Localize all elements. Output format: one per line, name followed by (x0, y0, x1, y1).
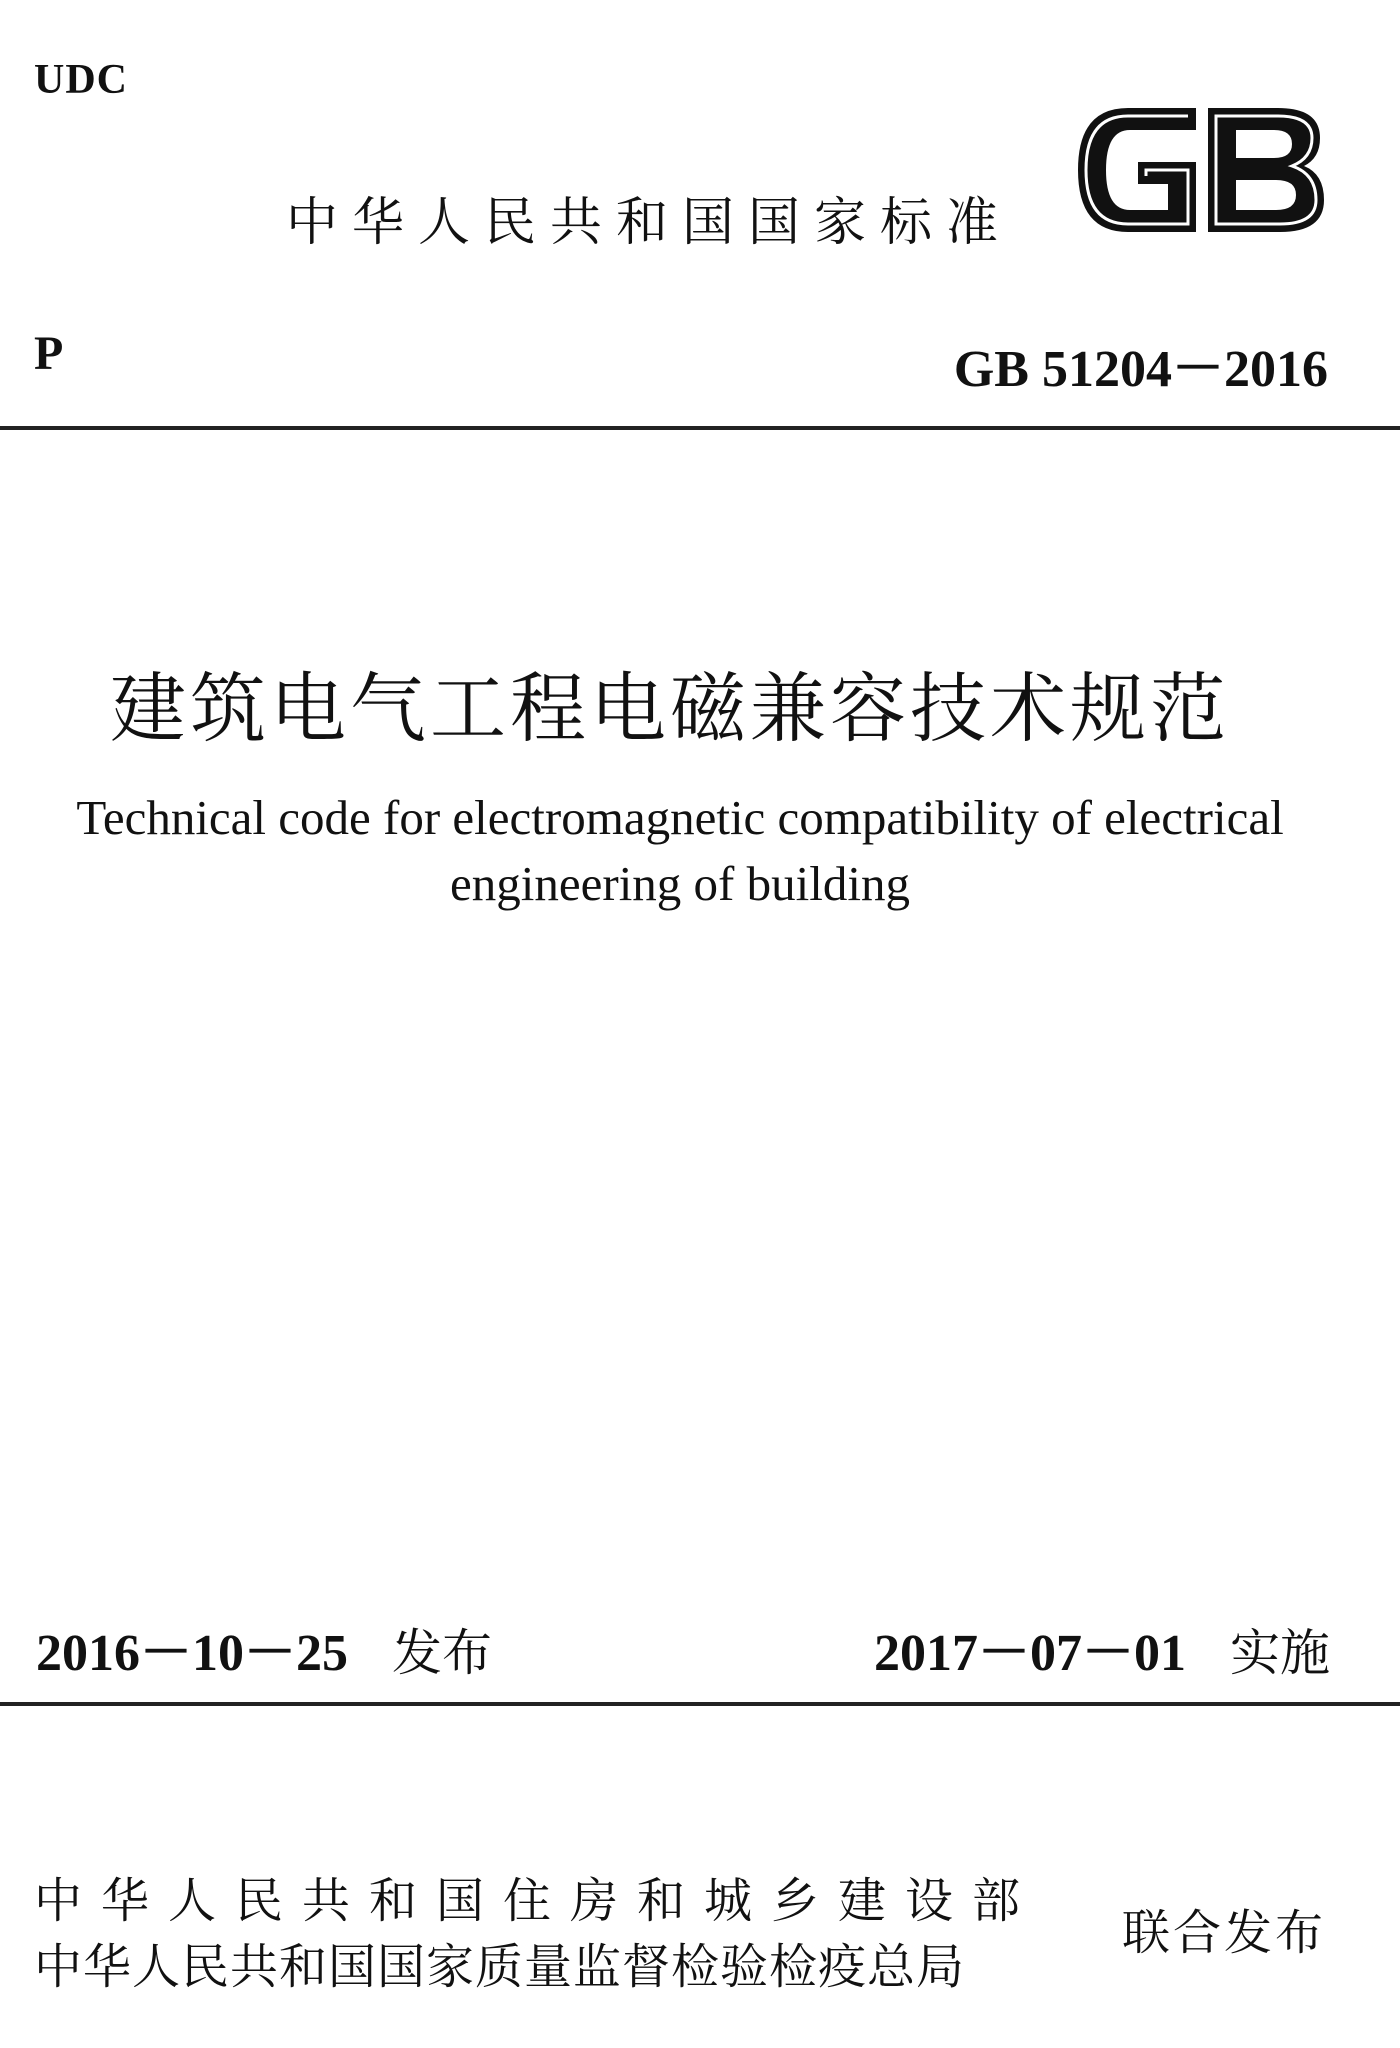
footer-divider (0, 1702, 1400, 1706)
joint-issue-label: 联合发布 (1122, 1905, 1327, 1961)
issuer-aqsiq: 中华人民共和国国家质量监督检验检疫总局 (34, 1939, 966, 1995)
udc-label: UDC (34, 57, 128, 103)
gb-logo (1068, 100, 1330, 240)
standard-type: 中华人民共和国国家标准 (286, 193, 1013, 253)
implement-date: 2017－07－01 (873, 1625, 1186, 1682)
header-divider (0, 426, 1400, 430)
implement-label: 实施 (1230, 1624, 1330, 1682)
standard-number: GB 51204－2016 (953, 341, 1328, 398)
publish-label: 发布 (392, 1624, 493, 1682)
english-title-line1: Technical code for electromagnetic compatibility of electrical (76, 790, 1284, 845)
english-title-line2: engineering of building (450, 856, 910, 911)
publish-date: 2016－10－25 (36, 1625, 349, 1682)
implement-date-block (874, 1610, 1330, 1685)
english-title (0, 785, 1360, 917)
issuer-ministry: 中华人民共和国住房和城乡建设部 (34, 1873, 1040, 1929)
chinese-title: 建筑电气工程电磁兼容技术规范 (110, 664, 1230, 753)
classification-code: P (34, 327, 64, 380)
publish-date-block (36, 1610, 492, 1685)
